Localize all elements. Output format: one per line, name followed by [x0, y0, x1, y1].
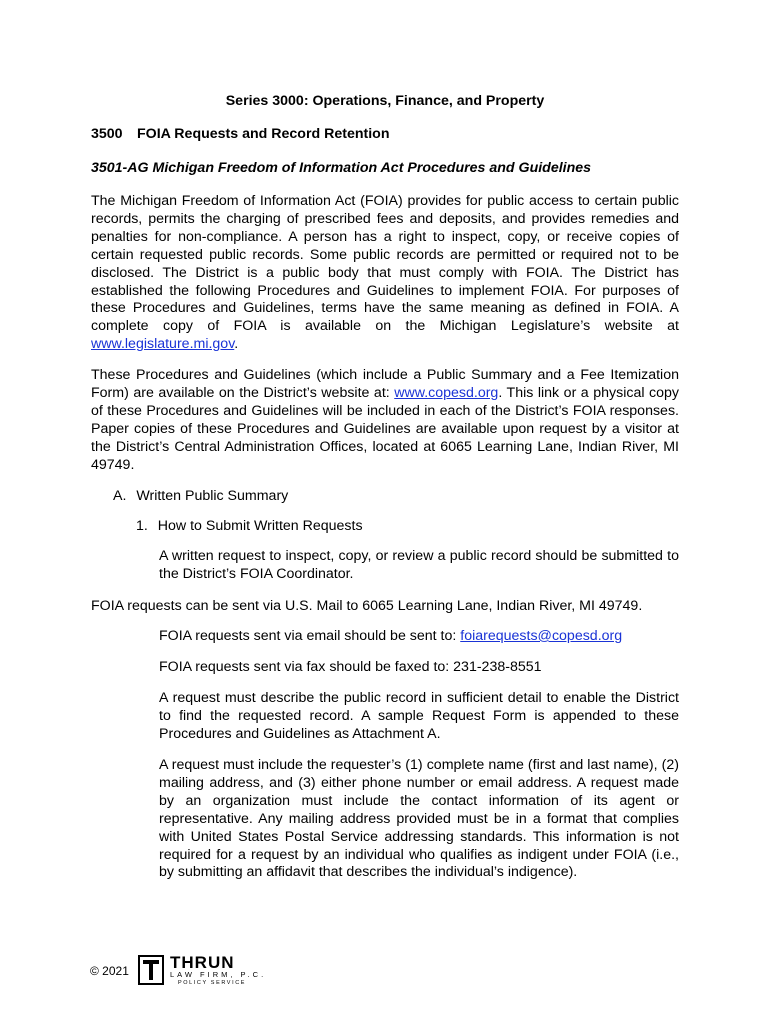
brand-service: POLICY SERVICE: [178, 980, 247, 986]
intro-paragraph-1: [91, 193, 679, 354]
email-paragraph: [159, 628, 679, 646]
outline-item-a: [113, 488, 288, 504]
foia-email-link[interactable]: foiarequests@copesd.org: [460, 628, 623, 644]
series-heading: Series 3000: Operations, Finance, and Property: [225, 93, 545, 109]
copesd-link[interactable]: www.copesd.org: [394, 384, 499, 401]
document-subtitle: 3501-AG Michigan Freedom of Information Act Procedures and Guidelines: [91, 160, 592, 176]
outline-a-marker: A.: [113, 488, 127, 504]
section-title: FOIA Requests and Record Retention: [137, 126, 390, 142]
page-footer: [90, 950, 290, 995]
fax-paragraph: FOIA requests sent via fax should be faxed to: 231-238-8551: [159, 659, 542, 675]
outline-1-label: How to Submit Written Requests: [157, 518, 363, 534]
intro-p2-rest: . This link or a physical copy of these Procedures and Guidelines will be included in each of the District’s FOIA responses. Paper copies of these Procedures and Guidelines are available upon request by a visitor at the District’s Central Administration Offices, located at 6065 Learning Lane, Indian River, MI 49749.: [91, 384, 679, 473]
thrun-logo-icon: [138, 955, 164, 985]
written-request-paragraph: A written request to inspect, copy, or review a public record should be submitted to the District’s FOIA Coordinator.: [159, 548, 679, 582]
email-prefix: FOIA requests sent via email should be sent to:: [159, 628, 461, 644]
copyright-text: © 2021: [90, 964, 129, 978]
outline-a-label: Written Public Summary: [136, 488, 289, 504]
brand-name: THRUN: [170, 953, 235, 972]
section-number: 3500: [91, 126, 123, 142]
legislature-link[interactable]: www.legislature.mi.gov: [91, 336, 235, 353]
mail-paragraph: FOIA requests can be sent via U.S. Mail to 6065 Learning Lane, Indian River, MI 49749.: [91, 598, 643, 614]
intro-paragraph-2: [91, 367, 679, 474]
outline-1-marker: 1.: [136, 518, 148, 534]
intro-p1-text: The Michigan Freedom of Information Act (FOIA) provides for public access to certain public records, permits the charging of prescribed fees and deposits, and provides remedies and penalties for non-compliance. A person has a right to inspect, copy, or receive copies of certain requested public records. Some public records are permitted or required not to be disclosed. The District is a public body that must comply with FOIA. The District has established the following Procedures and Guidelines to implement FOIA. For purposes of these Procedures and Guidelines, terms have the same meaning as defined in FOIA. A complete copy of FOIA is available on the Michigan Legislature’s website at: [91, 193, 679, 335]
brand-subtitle: LAW FIRM, P.C.: [170, 970, 267, 979]
section-heading: [91, 126, 390, 142]
outline-item-1: [136, 518, 363, 534]
requester-info-paragraph: A request must include the requester’s (1) complete name (first and last name), (2) mailing address, and (3) either phone number or email address. A request made by an organization must include the contact information of its agent or representative. Any mailing address provided must be in a format that complies with United States Postal Service addressing standards. This information is not required for a request by an individual who qualifies as indigent under FOIA (i.e., by submitting an affidavit that describes the individual’s indigence).: [159, 757, 679, 881]
describe-record-paragraph: A request must describe the public record in sufficient detail to enable the District to find the requested record. A sample Request Form is appended to these Procedures and Guidelines as Attachment A.: [159, 690, 679, 742]
intro-p2-text: These Procedures and Guidelines (which include a Public Summary and a Fee Itemization Form) are available on the District’s website at:: [91, 367, 679, 401]
intro-p1-end: .: [234, 336, 239, 353]
